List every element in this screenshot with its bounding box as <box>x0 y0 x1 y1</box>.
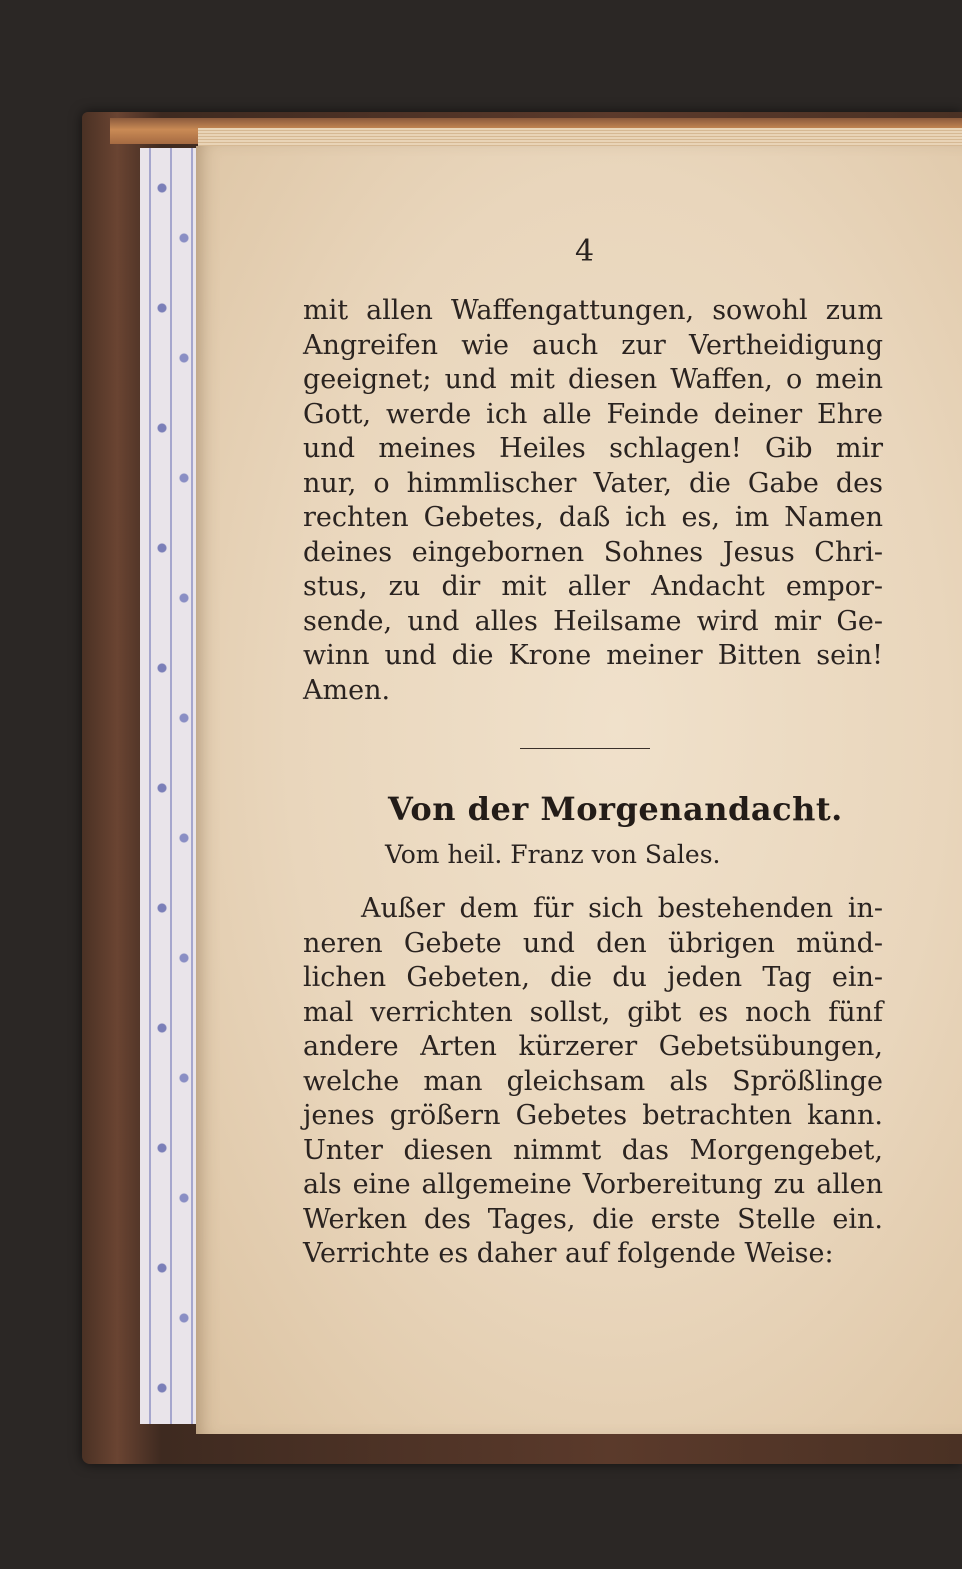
text-line: sende, und alles Heilsame wird mir Ge- <box>303 605 883 637</box>
text-line: winn und die Krone meiner Bitten sein! <box>303 640 883 671</box>
text-line: andere Arten kürzerer Gebetsübungen, <box>303 1031 883 1062</box>
text-line: neren Gebete und den übrigen münd- <box>303 927 883 959</box>
text-line: Angreifen wie auch zur Vertheidigung <box>303 329 883 361</box>
page-stack-edge <box>198 128 962 148</box>
text-line: stus, zu dir mit aller Andacht empor- <box>303 571 883 602</box>
text-line: welche man gleichsam als Sprößlinge <box>303 1065 883 1097</box>
text-line: Werken des Tages, die erste Stelle ein. <box>303 1203 883 1235</box>
text-line: Verrichte es daher auf folgende Weise: <box>303 1238 834 1269</box>
section-title: Von der Morgenandacht. <box>388 790 843 828</box>
text-line: jenes größern Gebetes betrachten kann. <box>303 1100 883 1131</box>
text-line: rechten Gebetes, daß ich es, im Namen <box>303 502 883 533</box>
section-divider <box>520 748 650 749</box>
text-line: Amen. <box>303 674 391 706</box>
text-line: Unter diesen nimmt das Morgengebet, <box>303 1134 883 1166</box>
text-line: nur, o himmlischer Vater, die Gabe des <box>303 467 883 499</box>
section-subtitle: Vom heil. Franz von Sales. <box>385 840 721 869</box>
text-line: Gott, werde ich alle Feinde deiner Ehre <box>303 398 883 430</box>
text-line: lichen Gebeten, die du jeden Tag ein- <box>303 962 883 993</box>
text-line: mal verrichten sollst, gibt es noch fünf <box>303 996 883 1028</box>
text-line: mit allen Waffengattungen, sowohl zum <box>303 295 883 326</box>
paragraph-1 <box>303 294 883 708</box>
text-line: und meines Heiles schlagen! Gib mir <box>303 433 883 464</box>
paragraph-2 <box>303 892 883 1272</box>
page-number: 4 <box>575 234 595 269</box>
text-line: als eine allgemeine Vorbereitung zu allen <box>303 1169 883 1200</box>
text-line: geeignet; und mit diesen Waffen, o mein <box>303 364 883 395</box>
text-line: deines eingebornen Sohnes Jesus Chri- <box>303 536 883 568</box>
text-line: Außer dem für sich bestehenden in- <box>361 893 883 924</box>
